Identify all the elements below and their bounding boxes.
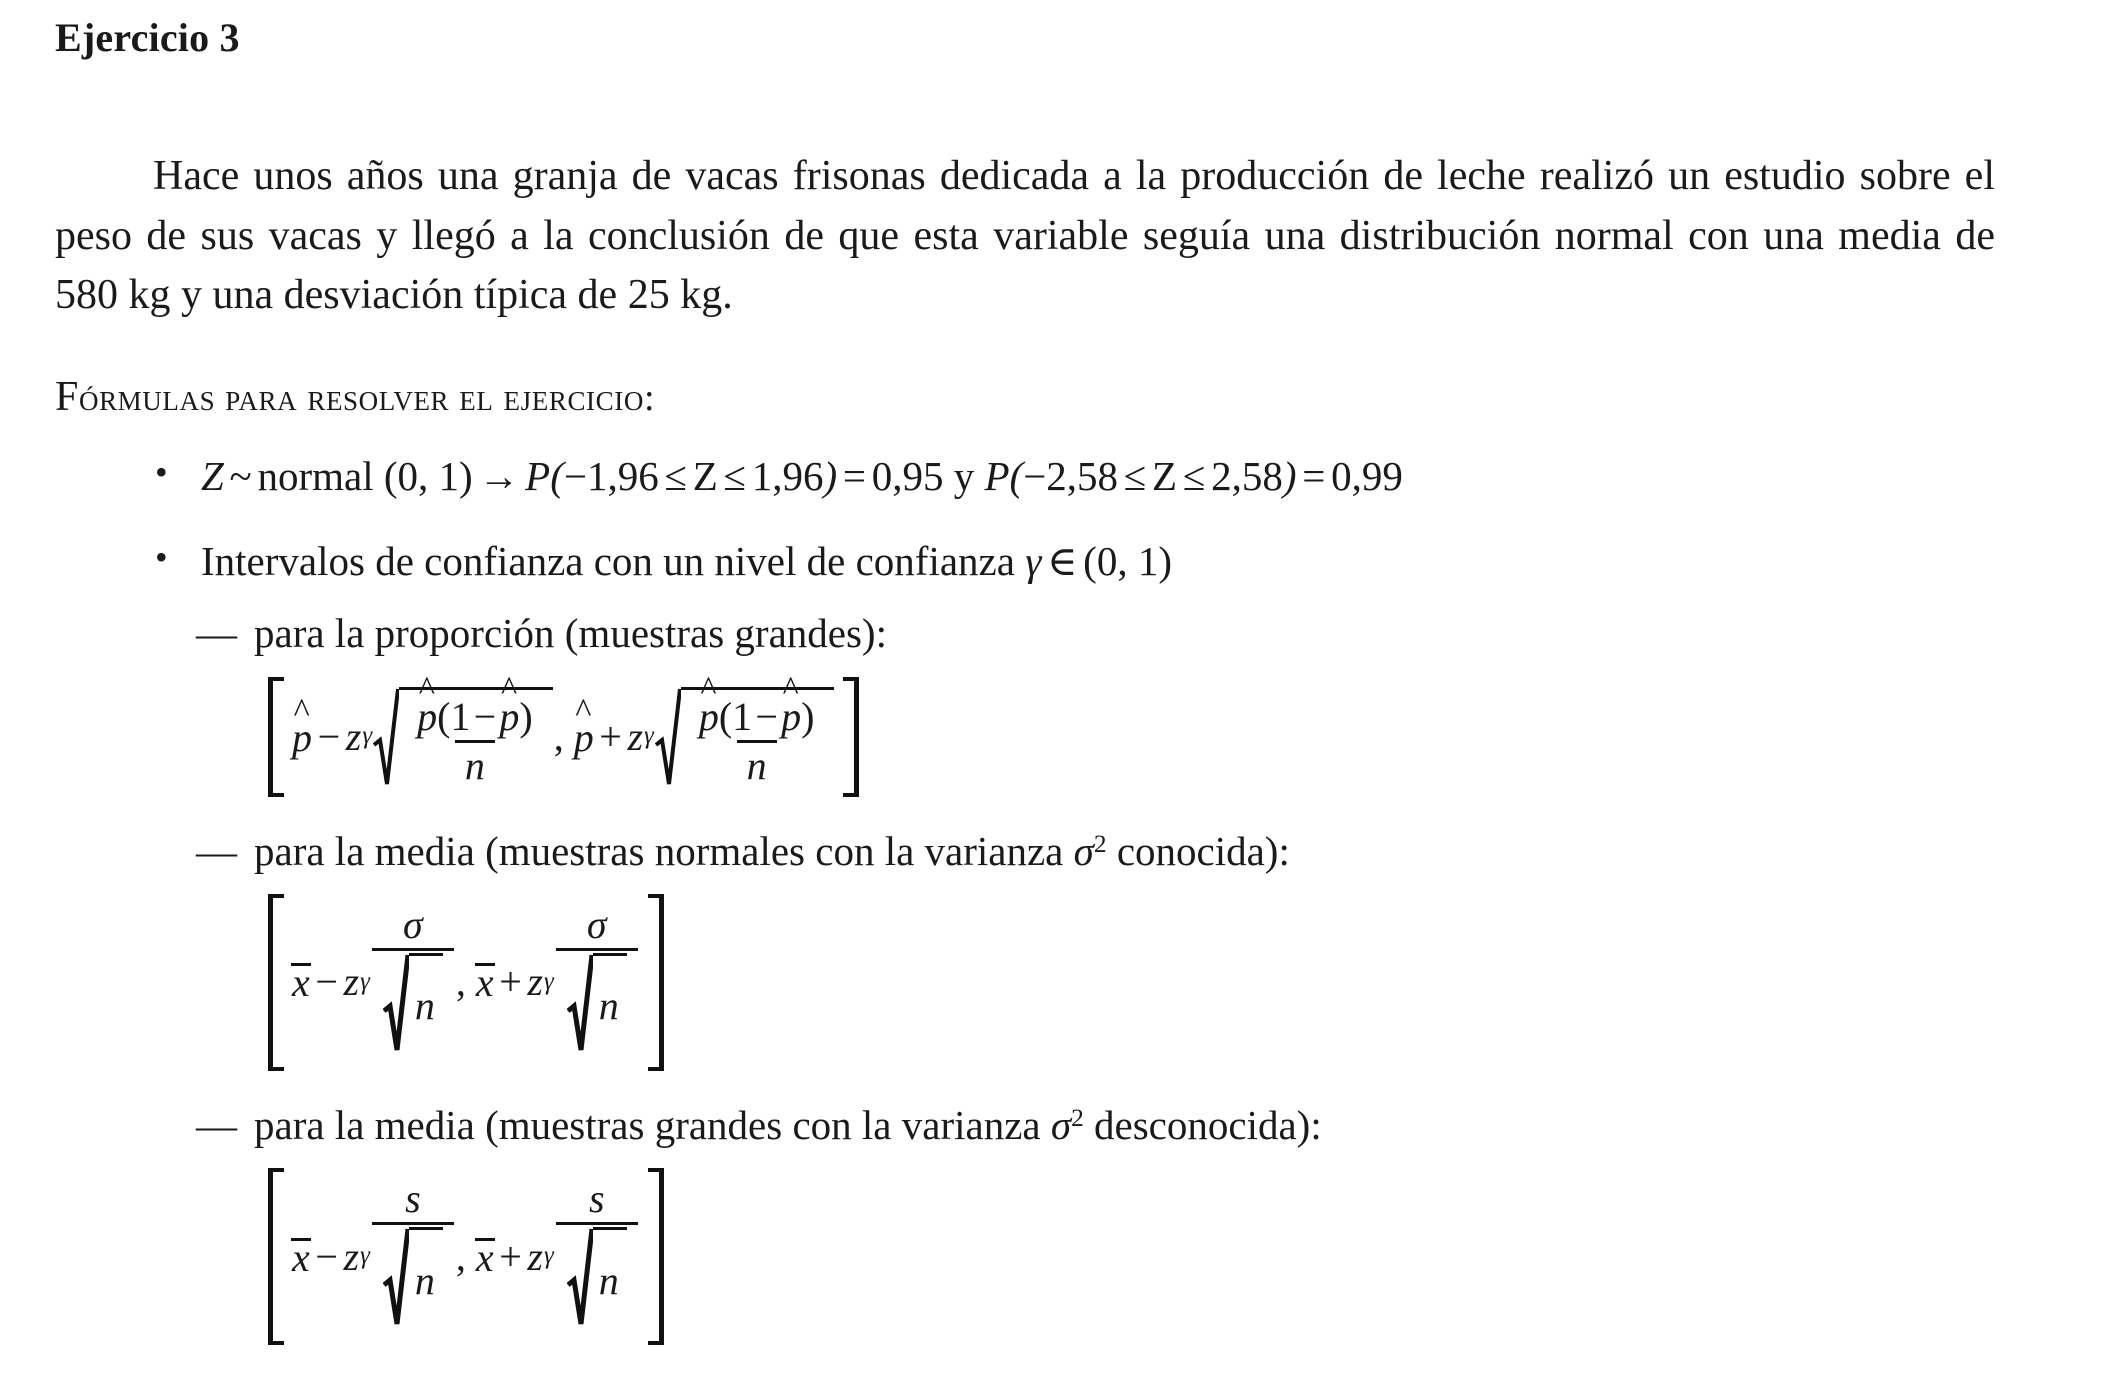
plus-operator: + — [599, 713, 622, 759]
p-hat-3: ^ p — [499, 694, 519, 738]
z-var-2: Z — [1152, 453, 1178, 499]
x-bar-3: x — [292, 1234, 310, 1280]
sigma-exponent-1: 2 — [1093, 829, 1107, 858]
bracket-right-icon — [648, 1168, 664, 1345]
formulas-section-title — [55, 373, 655, 421]
label-before-sigma-1: para la media (muestras normales con la varianza — [254, 827, 1074, 874]
probability-value-2: 0,99 — [1331, 453, 1403, 499]
sigma-symbol-1: σ — [1073, 827, 1094, 874]
sqrt-n-3 — [383, 1227, 443, 1327]
fraction-numerator-s-1: s — [405, 1176, 421, 1222]
p-hat-2: ^ p — [417, 694, 437, 738]
bracket-right-icon — [843, 677, 859, 797]
equals-2: = — [1302, 453, 1326, 499]
subitem-proporcion-label: para la proporción (muestras grandes): — [254, 610, 887, 657]
label-after-sigma-2: desconocida): — [1083, 1101, 1322, 1148]
subitem-proporcion — [0, 605, 2114, 662]
subitem-media-varianza-desconocida — [0, 1097, 2114, 1154]
paren-open-2: ( — [1009, 453, 1024, 499]
z-lower-1: −1,96 — [563, 453, 659, 499]
statement-part-1: Hace unos años una granja de vacas frisonas dedicada a la producción de leche realizó un estudio sobre el peso de sus vacas y llegó a la conclusión de que esta variable seguía una distribución normal con una media de — [55, 153, 1995, 259]
sigma-exponent-2: 2 — [1071, 1103, 1084, 1132]
bracket-left-icon — [268, 894, 284, 1071]
fraction-s-2 — [556, 1178, 638, 1335]
exercise-heading: Ejercicio 3 — [55, 15, 240, 60]
radicand-n-1: n — [409, 953, 443, 1053]
z-symbol-5: z — [343, 1233, 360, 1279]
z-symbol-6: z — [527, 1233, 543, 1279]
comma-separator-3: , — [455, 1233, 466, 1279]
em-dash-icon: — — [196, 827, 237, 874]
comma-separator-1: , — [553, 713, 564, 759]
fraction-denominator-sqrt-n-2 — [556, 948, 638, 1061]
sqrt-n-2 — [567, 953, 627, 1053]
sqrt-n-1 — [383, 953, 443, 1053]
fraction-denominator-1: n — [455, 740, 495, 787]
fraction-2 — [689, 694, 825, 787]
gamma-subscript-3: γ — [360, 968, 370, 996]
subitem-media-varianza-conocida — [0, 823, 2114, 880]
plus-operator: + — [499, 1233, 522, 1279]
paren-close-2: ) — [1282, 453, 1297, 499]
bracket-left-icon — [268, 677, 284, 797]
radical-icon — [383, 1227, 409, 1327]
x-bar-4: x — [475, 1234, 494, 1280]
gamma-symbol: γ — [1025, 537, 1042, 584]
gamma-subscript-2: γ — [644, 722, 654, 750]
minus-inner-1: − — [473, 693, 497, 739]
subitem-media-conocida-label — [254, 823, 2114, 880]
minus-inner-2: − — [755, 693, 778, 739]
paren-close: ) — [801, 693, 815, 739]
formula-media-varianza-desconocida — [0, 1168, 2114, 1355]
distribution-name: normal — [257, 453, 374, 499]
statement-mean-value: 580 kg — [55, 272, 171, 319]
z-normal-expression — [201, 448, 2114, 505]
radical-icon — [373, 687, 399, 787]
gamma-subscript-4: γ — [543, 968, 554, 996]
fraction-numerator-1 — [407, 694, 543, 740]
formula-media-varianza-conocida — [0, 894, 2114, 1081]
em-dash-icon: — — [196, 1101, 237, 1148]
paren-close-1: ) — [823, 453, 838, 499]
formulas-list — [0, 448, 2114, 1355]
fraction-denominator-sqrt-n-1 — [372, 948, 454, 1061]
fraction-denominator-sqrt-n-4 — [556, 1222, 638, 1335]
one-literal-1: 1 — [450, 693, 471, 739]
fraction-numerator-s-2: s — [588, 1176, 605, 1222]
le-operator-1: ≤ — [664, 453, 687, 499]
radicand-n-2: n — [593, 953, 627, 1053]
confidence-intervals-text — [201, 533, 2114, 590]
sqrt-2 — [655, 687, 835, 787]
x-bar-2: x — [475, 960, 494, 1006]
bullet-icon: • — [155, 452, 168, 492]
element-of-operator: ∈ — [1047, 537, 1078, 584]
fraction-s-1 — [372, 1178, 454, 1335]
probability-symbol-2: P — [984, 453, 1010, 499]
z-upper-1: 1,96 — [751, 453, 824, 499]
z-symbol-1: z — [345, 713, 362, 759]
radicand-n-3: n — [409, 1227, 443, 1327]
p-hat-4: ^ p — [574, 716, 594, 758]
fraction-sigma-2 — [556, 901, 638, 1061]
z-var-1: Z — [692, 453, 718, 499]
fraction-1 — [407, 694, 543, 787]
paren-open: ( — [437, 693, 451, 739]
sigma-symbol-2: σ — [1050, 1101, 1072, 1148]
probability-value-1: 0,95 — [871, 453, 944, 499]
radical-icon — [383, 953, 409, 1053]
z-variable: Z — [201, 453, 224, 499]
list-item-z-normal — [0, 448, 2114, 505]
fraction-sigma-1 — [372, 901, 454, 1061]
radical-icon — [567, 1227, 593, 1327]
p-hat-6: ^ p — [781, 694, 801, 738]
fraction-denominator-2: n — [737, 740, 777, 787]
tilde-operator: ~ — [229, 453, 252, 499]
paren-close: ) — [519, 693, 533, 739]
probability-symbol-1: P — [525, 453, 551, 499]
label-before-sigma-2: para la media (muestras grandes con la varianza — [254, 1101, 1051, 1148]
z-symbol-4: z — [527, 959, 543, 1005]
one-literal-2: 1 — [732, 693, 753, 739]
statement-part-3: . — [722, 272, 733, 319]
em-dash-icon: — — [196, 610, 237, 657]
paren-open-1: ( — [550, 453, 564, 499]
subitem-media-desconocida-label — [254, 1097, 2114, 1154]
statement-sd-value: 25 kg — [627, 272, 723, 319]
radicand-n-4: n — [593, 1227, 627, 1327]
confidence-intervals-label: Intervalos de confianza con un nivel de confianza — [201, 537, 1026, 584]
fraction-numerator-2 — [689, 694, 825, 740]
le-operator-3: ≤ — [1123, 453, 1147, 499]
list-item-confidence-intervals — [0, 533, 2114, 590]
fraction-numerator-sigma-1: σ — [403, 901, 423, 947]
minus-operator: − — [315, 1233, 338, 1279]
sqrt-1 — [373, 687, 553, 787]
fraction-numerator-sigma-2: σ — [586, 901, 607, 947]
gamma-subscript-6: γ — [543, 1242, 554, 1270]
bracket-left-icon — [268, 1168, 284, 1345]
plus-operator: + — [499, 959, 522, 1005]
formulas-title-initial: F — [55, 374, 79, 420]
minus-operator: − — [317, 713, 341, 759]
formulas-title-rest: órmulas para resolver el ejercicio: — [78, 377, 656, 419]
distribution-params: (0, 1) — [383, 453, 473, 499]
exercise-statement — [55, 147, 1995, 326]
label-after-sigma-1: conocida): — [1106, 827, 1290, 874]
formula-proporcion — [0, 677, 2114, 807]
bracket-right-icon — [648, 894, 664, 1071]
z-symbol-3: z — [343, 959, 360, 1005]
equals-1: = — [842, 453, 866, 499]
le-operator-2: ≤ — [723, 453, 746, 499]
z-symbol-2: z — [627, 713, 644, 759]
bullet-icon: • — [155, 536, 168, 577]
le-operator-4: ≤ — [1182, 453, 1206, 499]
p-hat-5: ^ p — [699, 694, 719, 738]
z-upper-2: 2,58 — [1211, 453, 1283, 499]
comma-separator-2: , — [455, 959, 466, 1005]
statement-part-2: y una desviación típica de — [170, 272, 628, 319]
conjunction: y — [953, 453, 975, 499]
gamma-subscript-5: γ — [360, 1242, 370, 1270]
gamma-range: (0, 1) — [1083, 537, 1172, 584]
gamma-subscript-1: γ — [362, 722, 373, 750]
sqrt-n-4 — [567, 1227, 627, 1327]
fraction-denominator-sqrt-n-3 — [372, 1222, 454, 1335]
x-bar-1: x — [292, 960, 310, 1006]
paren-open: ( — [718, 693, 733, 739]
minus-operator: − — [315, 959, 338, 1005]
p-hat-1: ^ p — [292, 716, 312, 758]
z-lower-2: −2,58 — [1023, 453, 1119, 499]
radical-icon — [567, 953, 593, 1053]
arrow-icon: → — [478, 453, 520, 499]
radical-icon — [655, 687, 681, 787]
